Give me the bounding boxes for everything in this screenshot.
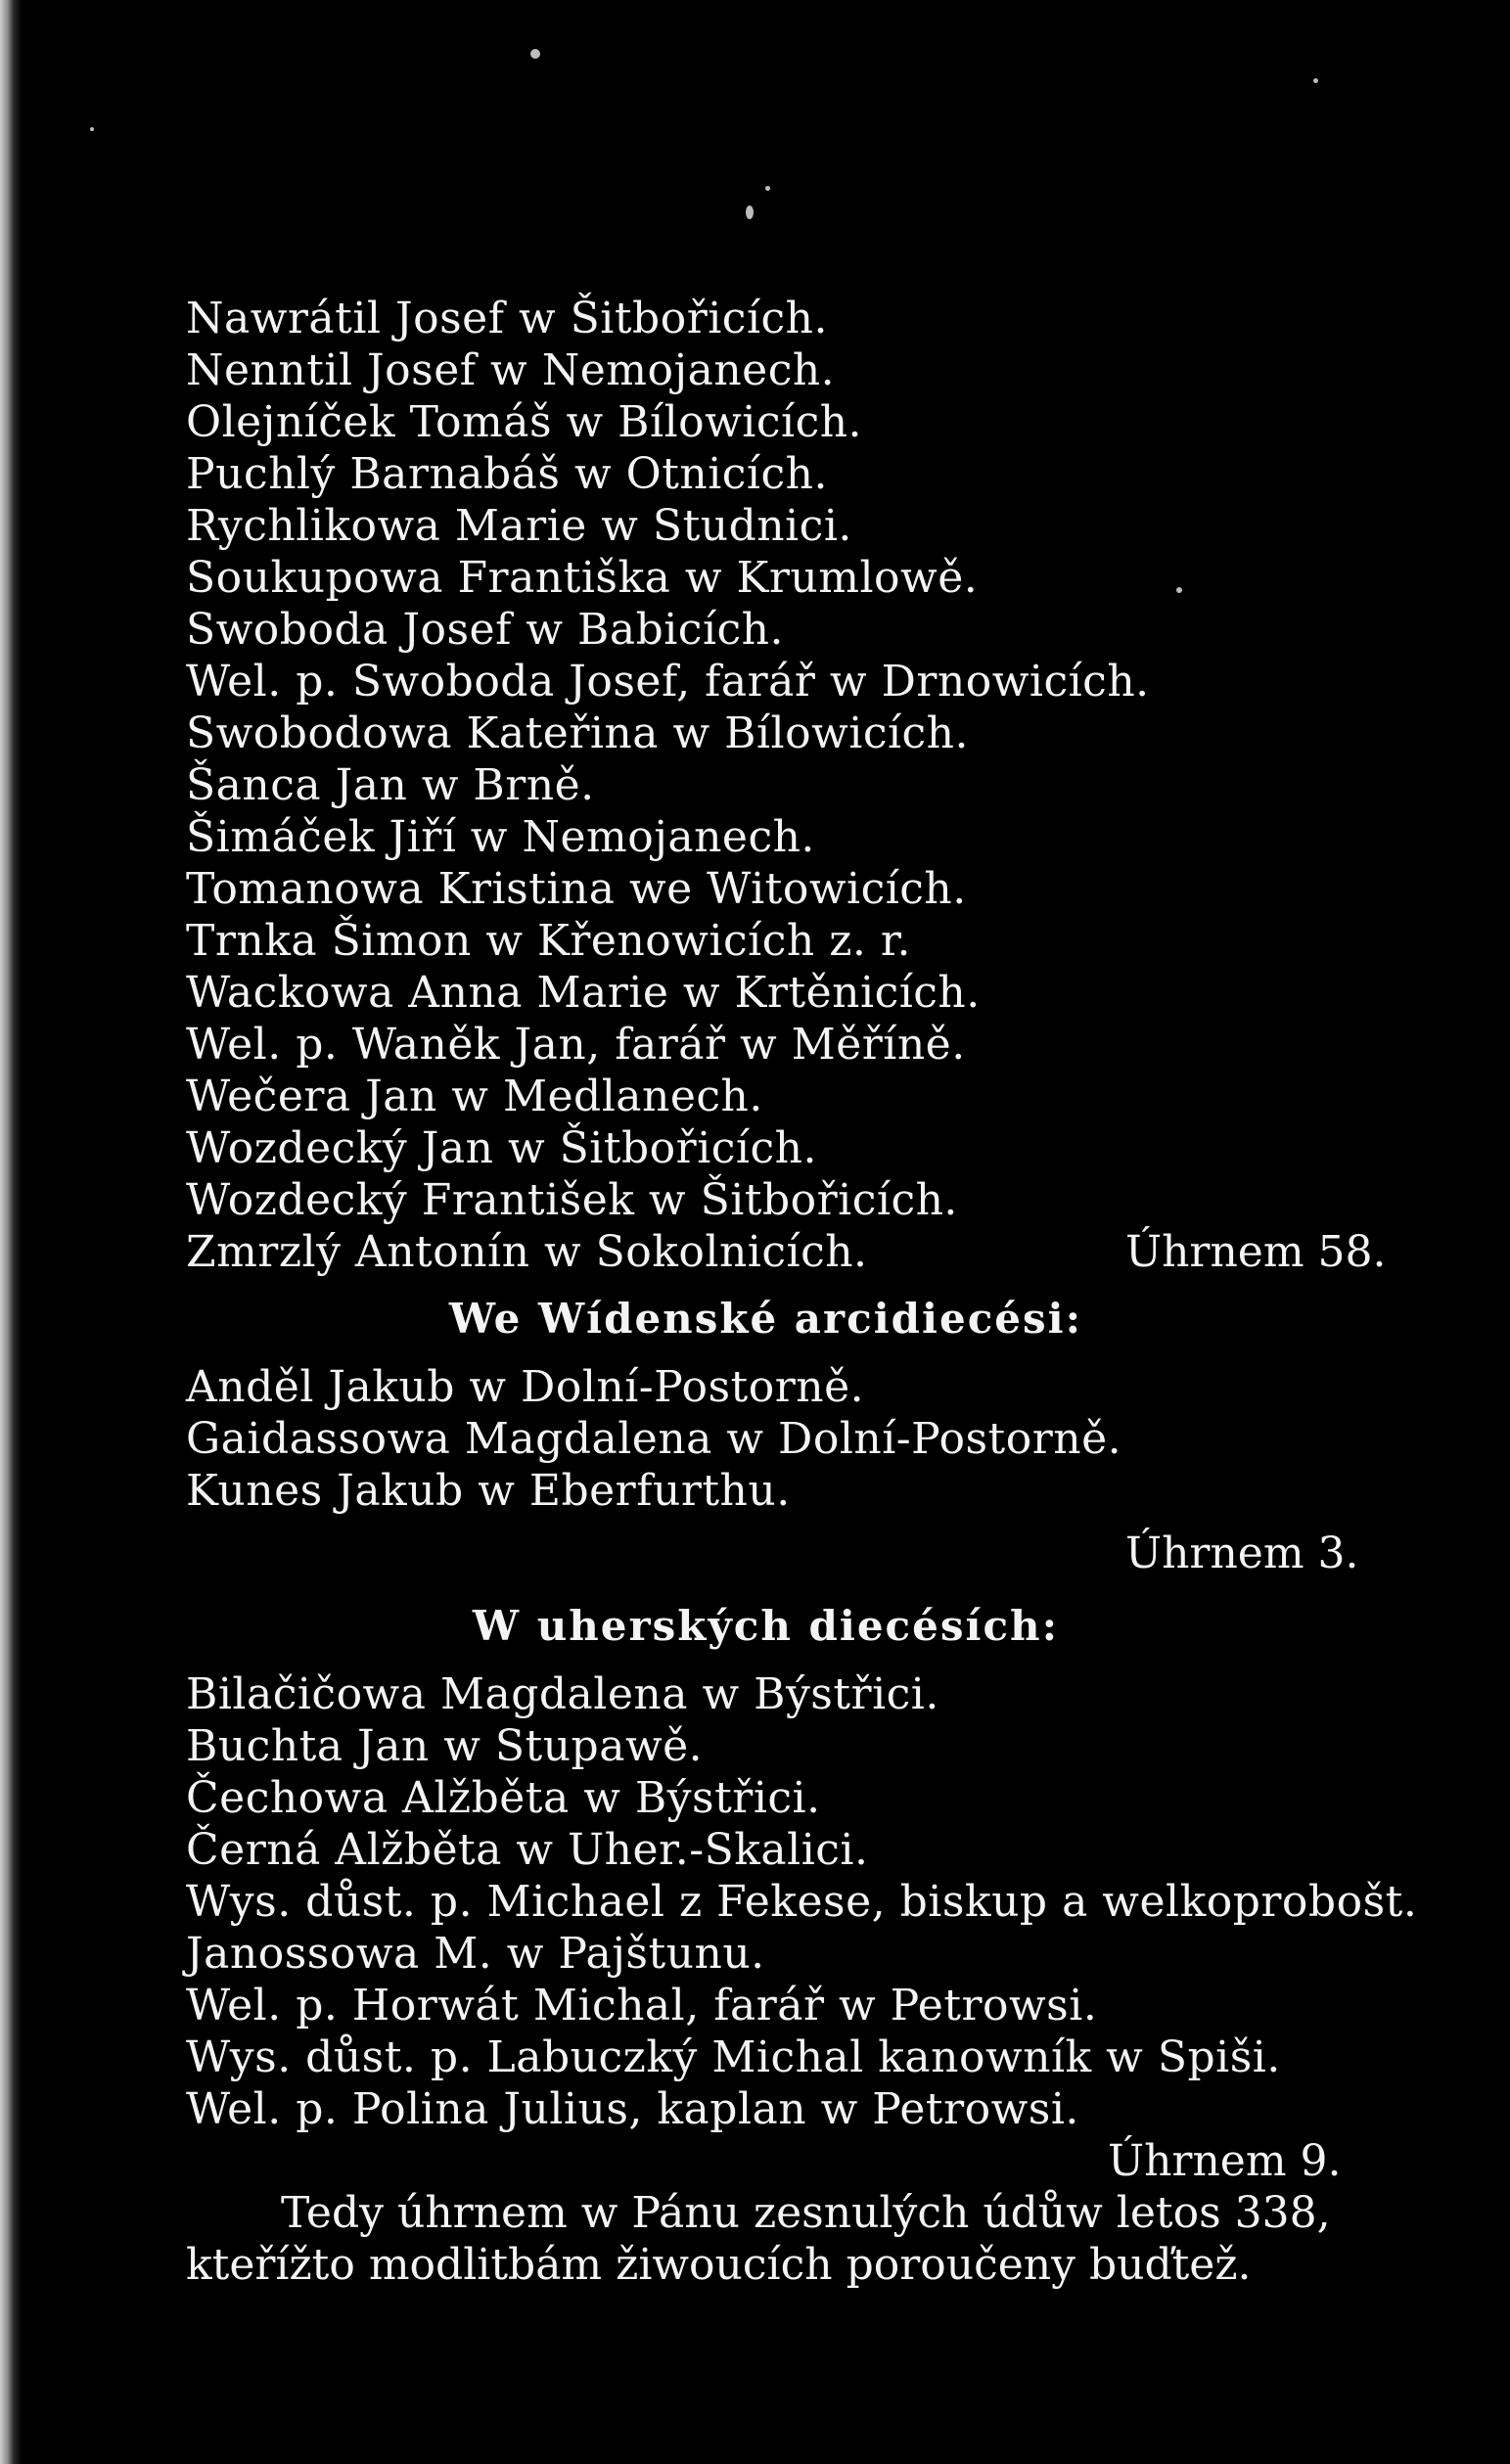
list-item: Buchta Jan w Stupawě. [186,1721,704,1771]
list-item: Puchlý Barnabáš w Otnicích. [186,449,828,499]
list-item: Čechowa Alžběta w Býstřici. [186,1773,821,1823]
list-item: Trnka Šimon w Křenowicích z. r. [186,916,912,966]
list-item: Olejníček Tomáš w Bílowicích. [186,397,863,447]
list-item: Nawrátil Josef w Šitbořicích. [186,294,828,343]
list-item: Wel. p. Swoboda Josef, farář w Drnowicích. [186,657,1150,707]
section-total: Úhrnem 3. [1125,1529,1359,1578]
list-item: Nenntil Josef w Nemojanech. [186,345,836,395]
list-item: Zmrzlý Antonín w Sokolnicích. [186,1227,868,1277]
list-item: Šanca Jan w Brně. [186,760,595,810]
section-total: Úhrnem 9. [1108,2136,1342,2186]
list-item: Anděl Jakub w Dolní-Postorně. [186,1362,865,1412]
list-item: Wel. p. Polina Julius, kaplan w Petrowsi. [186,2084,1079,2134]
document-page [22,0,1510,2464]
closing-line: kteřížto modlitbám žiwoucích poroučeny buďtež. [186,2240,1252,2290]
list-item: Wel. p. Horwát Michal, farář w Petrowsi. [186,1981,1098,2031]
list-item: Wečera Jan w Medlanech. [186,1072,763,1121]
section-total: Úhrnem 58. [1125,1227,1387,1277]
list-item: Swobodowa Kateřina w Bílowicích. [186,708,970,758]
list-item: Wozdecký František w Šitbořicích. [186,1175,958,1225]
list-item: Wys. důst. p. Michael z Fekese, biskup a welkoprobošt. [186,1877,1418,1927]
section-heading: We Wídenské arcidiecési: [448,1295,1083,1343]
section-heading: W uherských diecésích: [472,1602,1060,1650]
list-item: Gaidassowa Magdalena w Dolní-Postorně. [186,1414,1122,1464]
list-item: Šimáček Jiří w Nemojanech. [186,812,815,862]
list-item: Tomanowa Kristina we Witowicích. [186,864,967,914]
list-item: Bilačičowa Magdalena w Býstřici. [186,1669,939,1719]
page-edge [0,0,22,2464]
list-item: Soukupowa Františka w Krumlowě. [186,553,979,603]
list-item: Wozdecký Jan w Šitbořicích. [186,1123,817,1173]
list-item: Wel. p. Waněk Jan, farář w Měříně. [186,1020,966,1070]
list-item: Janossowa M. w Pajštunu. [186,1929,765,1979]
list-item: Wackowa Anna Marie w Krtěnicích. [186,968,981,1018]
list-item: Kunes Jakub w Eberfurthu. [186,1466,791,1516]
list-item: Wys. důst. p. Labuczký Michal kanowník w Spiši. [186,2032,1281,2082]
list-item: Swoboda Josef w Babicích. [186,605,784,655]
closing-line: Tedy úhrnem w Pánu zesnulých údůw letos 338, [281,2188,1331,2238]
list-item: Černá Alžběta w Uher.-Skalici. [186,1825,869,1875]
list-item: Rychlikowa Marie w Studnici. [186,501,852,551]
